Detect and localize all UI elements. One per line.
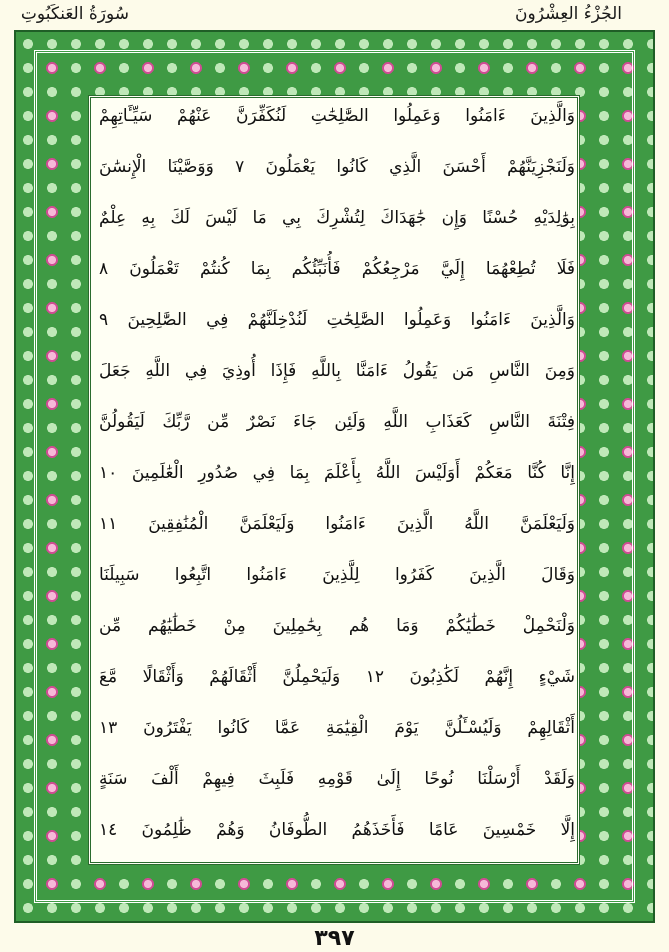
text-line: وَمِنَ النَّاسِ مَن يَقُولُ ءَامَنَّا بِاللَّهِ فَإِذَا أُوذِيَ فِي اللَّهِ جَعَلَ [99, 361, 575, 381]
text-line: فِتْنَةَ النَّاسِ كَعَذَابِ اللَّهِ وَلَئِن جَاءَ نَصْرٌ مِّن رَّبِّكَ لَيَقُولُنَّ [99, 412, 575, 432]
text-line: أَثْقَالِهِمْ وَلَيُسْـَٔلُنَّ يَوْمَ الْقِيَٰمَةِ عَمَّا كَانُوا يَفْتَرُونَ ١٣ [99, 718, 575, 738]
quran-text-area [88, 95, 580, 865]
page-number: ٣٩٧ [314, 926, 355, 951]
text-line: شَيْءٍ إِنَّهُمْ لَكَٰذِبُونَ ١٢ وَلَيَحْمِلُنَّ أَثْقَالَهُمْ وَأَثْقَالًا مَّعَ [99, 667, 575, 687]
text-line: إِلَّا خَمْسِينَ عَامًا فَأَخَذَهُمُ الطُّوفَانُ وَهُمْ ظَٰلِمُونَ ١٤ [99, 820, 575, 840]
text-line: فَلَا تُطِعْهُمَا إِلَيَّ مَرْجِعُكُمْ فَأُنَبِّئُكُم بِمَا كُنتُمْ تَعْمَلُونَ ٨ [99, 259, 575, 279]
text-line: وَقَالَ الَّذِينَ كَفَرُوا لِلَّذِينَ ءَامَنُوا اتَّبِعُوا سَبِيلَنَا [99, 565, 575, 585]
juz-title: الجُزْءُ العِشْرُونَ [515, 4, 622, 24]
text-line: إِنَّا كُنَّا مَعَكُمْ أَوَلَيْسَ اللَّهُ بِأَعْلَمَ بِمَا فِي صُدُورِ الْعَٰلَمِينَ ١٠ [99, 463, 575, 483]
text-line: وَلْنَحْمِلْ خَطَٰيَٰكُمْ وَمَا هُم بِحَٰمِلِينَ مِنْ خَطَٰيَٰهُم مِّن [99, 616, 575, 636]
text-line: وَالَّذِينَ ءَامَنُوا وَعَمِلُوا الصَّٰلِحَٰتِ لَنُدْخِلَنَّهُمْ فِي الصَّٰلِحِينَ ٩ [99, 310, 575, 330]
text-line: وَلَنَجْزِيَنَّهُمْ أَحْسَنَ الَّذِي كَانُوا يَعْمَلُونَ ٧ وَوَصَّيْنَا الْإِنسَٰنَ [99, 157, 575, 177]
text-line: وَالَّذِينَ ءَامَنُوا وَعَمِلُوا الصَّٰلِحَٰتِ لَنُكَفِّرَنَّ عَنْهُمْ سَيِّـَٔاتِهِمْ [99, 106, 575, 126]
text-line: وَلَقَدْ أَرْسَلْنَا نُوحًا إِلَىٰ قَوْمِهِ فَلَبِثَ فِيهِمْ أَلْفَ سَنَةٍ [99, 769, 575, 789]
text-line: وَلَيَعْلَمَنَّ اللَّهُ الَّذِينَ ءَامَنُوا وَلَيَعْلَمَنَّ الْمُنَٰفِقِينَ ١١ [99, 514, 575, 534]
surah-title: سُورَةُ العَنكَبُوتِ [20, 4, 129, 24]
text-line: بِوَٰلِدَيْهِ حُسْنًا وَإِن جَٰهَدَاكَ لِتُشْرِكَ بِي مَا لَيْسَ لَكَ بِهِ عِلْمٌ [99, 208, 575, 228]
